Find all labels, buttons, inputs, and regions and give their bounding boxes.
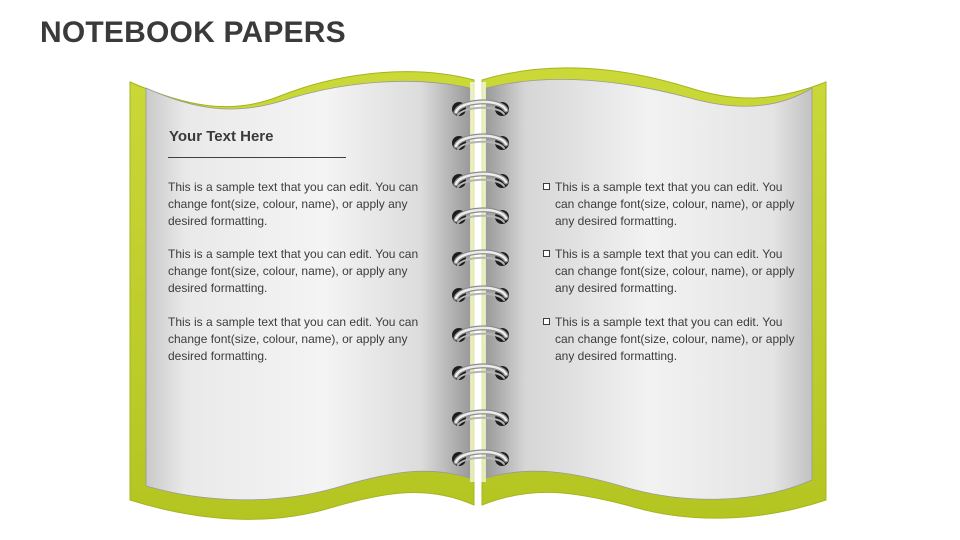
checkbox-bullet-icon — [543, 183, 550, 190]
right-bullet-3-text: This is a sample text that you can edit. You can change font(size, colour, name), or apply any desired formatting. — [555, 315, 795, 363]
left-paragraph-2: This is a sample text that you can edit. You can change font(size, colour, name), or apply any desired formatting. — [168, 247, 419, 295]
slide-title: NOTEBOOK PAPERS — [40, 16, 346, 49]
checkbox-bullet-icon — [543, 318, 550, 325]
right-bullet-1-text: This is a sample text that you can edit. You can change font(size, colour, name), or apply any desired formatting. — [555, 180, 795, 228]
left-paragraph-1: This is a sample text that you can edit. You can change font(size, colour, name), or apply any desired formatting. — [168, 180, 419, 228]
right-bullet-1 — [543, 179, 803, 230]
right-bullet-3 — [543, 314, 803, 365]
checkbox-bullet-icon — [543, 250, 550, 257]
right-bullet-2 — [543, 246, 803, 297]
right-bullet-2-text: This is a sample text that you can edit. You can change font(size, colour, name), or apply any desired formatting. — [555, 247, 795, 295]
left-paragraph-3: This is a sample text that you can edit. You can change font(size, colour, name), or apply any desired formatting. — [168, 315, 419, 363]
left-page-heading: Your Text Here — [169, 128, 274, 145]
heading-underline — [168, 157, 346, 158]
